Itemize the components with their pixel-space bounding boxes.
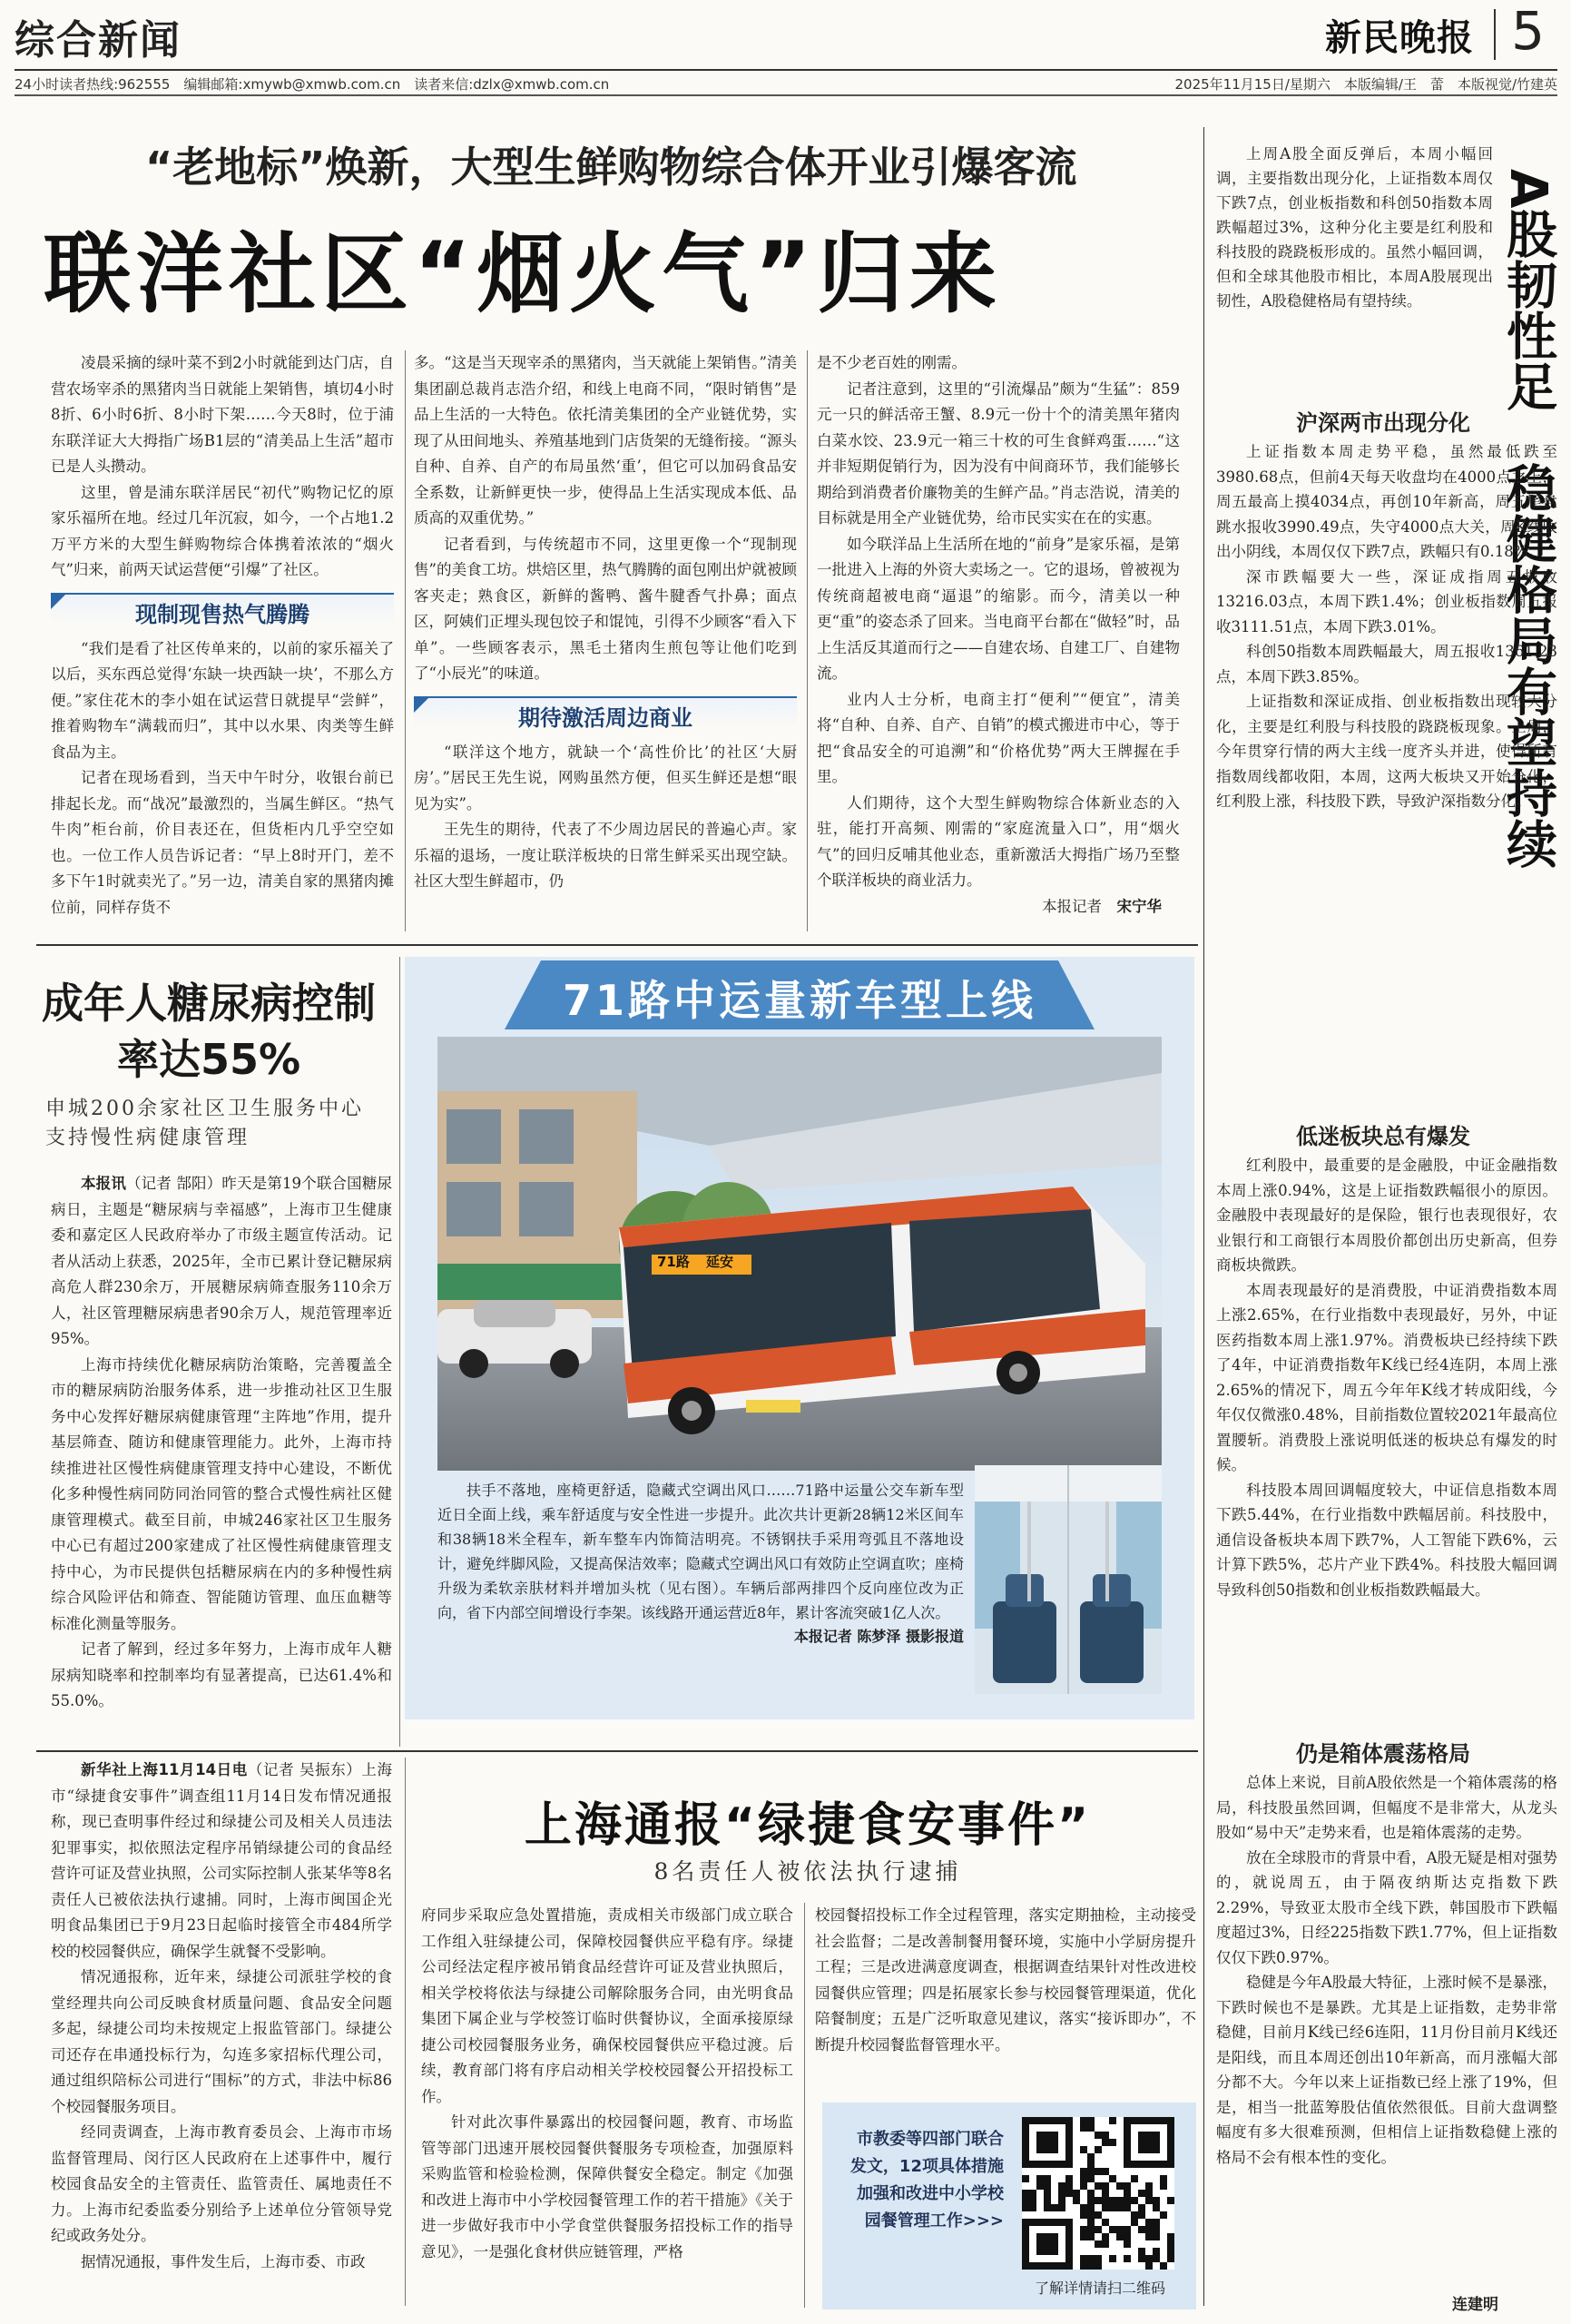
lead-paragraph: 人们期待，这个大型生鲜购物综合体新业态的入驻，能打开高频、刚需的“家庭流量入口”，用“烟火气”的回归反哺其他业态，重新激活大拇指广场乃至整个联洋板块的商业活力。: [817, 793, 1180, 889]
food-paragraph: 校园餐招投标工作全过程管理，落实定期抽检，主动接受社会监督；二是改善制餐用餐环境，实施中小学厨房提升工程；三是改进满意度调查，根据调查结果针对性改进校园餐供应管理；四是拓展家长参与校园餐管理渠道，优化陪餐制度；五是广泛听取意见建议，落实“接诉即办”，不断提升校园餐监督管理水平。: [815, 1906, 1196, 2053]
header-rule: [15, 69, 1557, 71]
stock-column-a: [1216, 439, 1557, 1118]
bus-photo-story: [405, 957, 1194, 1719]
diabetes-paragraph: 本报讯（记者 郜阳）昨天是第19个联合国糖尿病日，主题是“糖尿病与幸福感”，上海市卫生健康委和嘉定区人民政府举办了市级主题宣传活动。记者从活动上获悉，2025年，全市已累计登记糖尿病高危人群230余万，开展糖尿病筛查服务110余万人，社区管理糖尿病患者90余万人，规范管理率近95%。: [51, 1175, 392, 1347]
lead-paragraph: 这里，曾是浦东联洋居民“初代”购物记忆的原家乐福所在地。经过几年沉寂，如今，一个占地1.2万平方米的大型生鲜购物综合体携着浓浓的“烟火气”归来，前两天试运营便“引爆”了社区。: [51, 483, 394, 578]
food-headline: 上海通报“绿捷食安事件”: [524, 1798, 1092, 1853]
stock-paragraph: 本周表现最好的是消费股，中证消费指数本周上涨2.65%，在行业指数中表现最好，另外，中证医药指数本周上涨1.97%。消费板块已经持续下跌了4年，中证消费指数年K线已经4连阴，本周上涨2.65%的情况下，周五今年年K线才转成阳线，今年仅仅微涨0.48%，目前指数位置较2021年最高位置腰斩。消费股上涨说明低迷的板块总有爆发的时候。: [1216, 1281, 1557, 1473]
stock-paragraph: 上证指数本周走势平稳，虽然最低跌至3980.68点，但前4天每天收盘均在4000点之上，周五最高上摸4034点，再创10年新高，周五尾盘跳水报收3990.49点，失守4000点大关，周K线收出小阴线，本周仅仅下跌7点，跌幅只有0.18%。: [1216, 443, 1557, 560]
qr-caption: 了解详情请扫二维码: [1034, 2280, 1165, 2297]
section-rule: [36, 944, 1198, 946]
stock-headline: A股韧性足 稳健格局有望持续: [1498, 169, 1557, 870]
food-column-1: [51, 1758, 392, 2306]
header-rule-bottom: [15, 94, 1557, 96]
newspaper-name: 新民晚报: [1325, 16, 1474, 59]
stock-byline: 连建明: [1452, 2296, 1498, 2314]
lead-paragraph: 多。“这是当天现宰杀的黑猪肉，当天就能上架销售。”清美集团副总裁肖志浩介绍，和线上电商不同，“限时销售”是品上生活的一大特色。依托清美集团的全产业链优势，实现了从田间地头、养殖基地到门店货架的无缝衔接。“源头自种、自养、自产的布局虽然‘重’，但它可以加码食品安全系数，让新鲜更快一步，使得品上生活实现成本低、品质高的双重优势。”: [414, 354, 797, 527]
page-header: [15, 0, 1557, 91]
stock-subhead-2: 低迷板块总有爆发: [1296, 1124, 1470, 1149]
column-rule: [804, 1903, 805, 2308]
lead-column-1: [51, 350, 394, 931]
stock-paragraph: 稳健是今年A股最大特征，上涨时候不是暴涨，下跌时候也不是暴跌。尤其是上证指数，走势非常稳健，目前月K线已经6连阳，11月份目前月K线还是阳线，而且本周还创出10年新高，而月涨幅大部分都不大。今年以来上证指数已经上涨了19%，但是，相当一批蓝筹股估值依然很低。目前大盘调整幅度有多大很难预测，但相信上证指数稳健上涨的格局不会有根本性的变化。: [1216, 1974, 1557, 2166]
stock-paragraph: 上周A股全面反弹后，本周小幅回调，主要指数出现分化，上证指数本周仅下跌7点，创业板指数和科创50指数本周跌幅超过3%，这种分化主要是红利股和科技股的跷跷板形成的。虽然小幅回调，但和全球其他股市相比，本周A股展现出韧性，A股稳健格局有望持续。: [1216, 145, 1493, 310]
column-rule: [405, 350, 406, 931]
lead-column-2: [414, 350, 797, 931]
stock-paragraph: 总体上来说，目前A股依然是一个箱体震荡的格局，科技股虽然回调，但幅度不是非常大，从龙头股如“易中天”走势来看，也是箱体震荡的走势。: [1216, 1774, 1557, 1841]
lead-paragraph: “我们是看了社区传单来的，以前的家乐福关了以后，买东西总觉得‘东缺一块西缺一块’，不那么方便。”家住花木的李小姐在试运营日就提早“尝鲜”，推着购物车“满载而归”，其中以水果、肉类等生鲜食品为主。: [51, 639, 394, 761]
food-paragraph: 据情况通报，事件发生后，上海市委、市政: [81, 2252, 366, 2270]
lead-paragraph: 如今联洋品上生活所在地的“前身”是家乐福，是第一批进入上海的外资大卖场之一。它的退场，曾被视为传统商超被电商“逼退”的缩影。而今，清美以一种更“重”的姿态杀了回来。当电商平台都在“做轻”时，品上生活反其道而行之——自建农场、自建工厂、自建物流。: [817, 535, 1180, 682]
page-number: 5: [1511, 0, 1545, 62]
diabetes-headline: 成年人糖尿病控制率达55%: [42, 979, 376, 1084]
stock-column-b: [1216, 1153, 1557, 1734]
lead-paragraph: 是不少老百姓的刚需。: [817, 354, 967, 371]
stock-paragraph: 红利股中，最重要的是金融股，中证金融指数本周上涨0.94%，这是上证指数跌幅很小的原因。金融股中表现最好的是保险，银行也表现很好，农业银行和工商银行本周股价都创出历史新高，但券商板块微跌。: [1216, 1157, 1557, 1274]
stock-subhead-3: 仍是箱体震荡格局: [1296, 1741, 1470, 1767]
food-column-2: [421, 1903, 793, 2308]
qr-promo-text: 市教委等四部门联合发文，12项具体措施加强和改进中小学校园餐管理工作>>>: [849, 2130, 1004, 2230]
bus-exterior-photo: [437, 1037, 1162, 1471]
bus-byline: 本报记者 陈梦泽 摄影报道: [793, 1628, 964, 1645]
stock-paragraph: 科创50指数本周跌幅最大，周五报收1361.23点，本周下跌3.85%。: [1216, 643, 1557, 685]
diabetes-paragraph: 记者了解到，经过多年努力，上海市成年人糖尿病知晓率和控制率均有显著提高，已达61.4%和55.0%。: [51, 1640, 392, 1709]
diabetes-paragraph: 上海市持续优化糖尿病防治策略，完善覆盖全市的糖尿病防治服务体系，进一步推动社区卫生服务中心发挥好糖尿病健康管理“主阵地”作用，提升基层筛查、随访和健康管理能力。此外，上海市持续推进社区慢性病健康管理支持中心建设，不断优化多种慢性病同防同治同管的整合式慢性病社区健康管理模式。截至目前，申城246家社区卫生服务中心已有超过200家建成了社区慢性病健康管理支持中心，为市民提供包括糖尿病在内的多种慢性病综合风险评估和筛查、智能随访管理、血压血糖等标准化测量等服务。: [51, 1355, 392, 1632]
bus-route-sign: 71路: [657, 1254, 690, 1270]
lead-column-3: [817, 350, 1180, 931]
lead-subhead-1: 现制现售热气腾腾: [51, 593, 394, 625]
right-rail-rule: [1203, 127, 1204, 2306]
stock-intro: [1216, 142, 1493, 405]
lead-kicker: “老地标”焕新，大型生鲜购物综合体开业引爆客流: [145, 143, 1077, 192]
section-rule: [36, 1750, 1198, 1752]
stock-subhead-1: 沪深两市出现分化: [1296, 410, 1470, 436]
stock-paragraph: 深市跌幅要大一些，深证成指周五报收13216.03点，本周下跌1.4%；创业板指数周五报收3111.51点，本周下跌3.01%。: [1216, 567, 1557, 635]
lead-paragraph: 记者在现场看到，当天中午时分，收银台前已排起长龙。而“战况”最激烈的，当属生鲜区。“热气牛肉”柜台前，价目表还在，但货柜内几乎空空如也。一位工作人员告诉记者：“早上8时开门，差不多下午1时就卖光了。”另一边，清美自家的黑猪肉摊位前，同样存货不: [51, 769, 394, 916]
lead-byline: 本报记者 宋宁华: [1042, 897, 1162, 915]
qr-promo-box: [822, 2102, 1196, 2309]
column-rule: [807, 350, 808, 931]
dateline: 2025年11月15日/星期六 本版编辑/王 蕾 本版视觉/竹建英: [1174, 76, 1557, 93]
lead-paragraph: 王先生的期待，代表了不少周边居民的普遍心声。家乐福的退场，一度让联洋板块的日常生鲜采买出现空缺。社区大型生鲜超市，仍: [414, 821, 797, 890]
diabetes-body: [51, 1171, 392, 1752]
diabetes-subheadline: 申城200余家社区卫生服务中心支持慢性病健康管理: [45, 1098, 364, 1149]
stock-paragraph: 科技股本周回调幅度较大，中证信息指数本周下跌5.44%，在行业指数中跌幅居前。科技股中，通信设备板块本周下跌7%，人工智能下跌6%，云计算下跌5%，芯片产业下跌4%。科技股大幅回调导致科创50指数和创业板指数跌幅最大。: [1216, 1481, 1557, 1599]
bus-interior-photo: [975, 1465, 1162, 1694]
reader-hotline: 24小时读者热线:962555 编辑邮箱:xmywb@xmwb.com.cn 读者来信:dzlx@xmwb.com.cn: [15, 76, 610, 93]
lead-paragraph: 业内人士分析，电商主打“便利”“便宜”，清美将“自种、自养、自产、自销”的模式搬进市中心，等于把“食品安全的可追溯”和“价格优势”两大王牌握在手里。: [817, 690, 1180, 785]
lead-paragraph: 凌晨采摘的绿叶菜不到2小时就能到达门店，自营农场宰杀的黑猪肉当日就能上架销售，填切4小时8折、6小时6折、8小时下架……今天8时，位于浦东联洋证大大拇指广场B1层的“清美品上生活”超市已是人头攒动。: [51, 354, 394, 475]
lead-paragraph: 记者看到，与传统超市不同，这里更像一个“现制现售”的美食工坊。烘焙区里，热气腾腾的面包刚出炉就被顾客夹走；熟食区，新鲜的酱鸭、酱牛腱香气扑鼻；面点区，阿姨们正埋头现包饺子和馄饨，引得不少顾客“看入下单”。一些顾客表示，黑毛土猪肉生煎包等让他们吃到了“小辰光”的味道。: [414, 535, 797, 682]
food-paragraph: 新华社上海11月14日电（记者 吴振东）上海市“绿捷食安事件”调查组11月14日发布情况通报称，现已查明事件经过和绿捷公司及相关人员违法犯罪事实，拟依照法定程序吊销绿捷公司的食品经营许可证及营业执照，公司实际控制人张某华等8名责任人已被依法执行逮捕。同时，上海市闽国企光明食品集团已于9月23日起临时接管全市484所学校的校园餐供应，确保学生就餐不受影响。: [51, 1761, 392, 1960]
section-title: 综合新闻: [15, 17, 182, 64]
food-paragraph: 情况通报称，近年来，绿捷公司派驻学校的食堂经理共向公司反映食材质量问题、食品安全问题多起，绿捷公司均未按规定上报监管部门。绿捷公司还存在串通投标行为，勾连多家招标代理公司，通过组织陪标公司进行“围标”的方式，非法中标86个校园餐服务项目。: [51, 1968, 392, 2115]
column-rule: [399, 957, 400, 1747]
lead-paragraph: “联洋这个地方，就缺一个‘高性价比’的社区‘大厨房’。”居民王先生说，网购虽然方便，但买生鲜还是想“眼见为实”。: [414, 743, 797, 812]
food-paragraph: 府同步采取应急处置措施，责成相关市级部门成立联合工作组入驻绿捷公司，保障校园餐供应平稳有序。绿捷公司经法定程序被吊销食品经营许可证及营业执照后，相关学校将依法与绿捷公司解除服务合同，由光明食品集团下属企业与学校签订临时供餐协议，全面承接原绿捷公司校园餐服务业务，确保校园餐供应平稳过渡。后续，教育部门将有序启动相关学校校园餐公开招投标工作。: [421, 1906, 793, 2105]
bus-headline: 71路中运量新车型上线: [562, 976, 1036, 1025]
food-column-3: [815, 1903, 1196, 2095]
qr-code-icon[interactable]: [1022, 2117, 1174, 2270]
food-paragraph: 经同责调查，上海市教育委员会、上海市市场监督管理局、闵行区人民政府在上述事件中，履行校园食品安全的主管责任、监管责任、属地责任不力。上海市纪委监委分别给予上述单位分管领导党纪或政务处分。: [51, 2123, 392, 2244]
lead-headline: 联洋社区“烟火气”归来: [44, 223, 1003, 325]
bus-caption: 扶手不落地，座椅更舒适，隐藏式空调出风口……71路中运量公交车新车型近日全面上线，乘车舒适度与安全性进一步提升。此次共计更新28辆12米区间车和38辆18米全程车，新车整车内饰简洁明亮。不锈钢扶手采用弯弧且不落地设计，避免绊脚风险，又提高保洁效率；隐藏式空调出风口有效防止空调直吹；座椅升级为柔软亲肤材料并增加头枕（见右图）。车辆后部两排四个反向座位改为正向，省下内部空间增设行李架。该线路开通运营近8年，累计客流突破1亿人次。 本报记者 陈梦泽 摄影报道: [437, 1478, 964, 1649]
lead-paragraph: 记者注意到，这里的“引流爆品”颇为“生猛”：859元一只的鲜活帝王蟹、8.9元一份十个的清美黑年猪肉白菜水饺、23.9元一箱三十枚的可生食鲜鸡蛋……“这并非短期促销行为，因为没有中间商环节，我们能够长期给到消费者价廉物美的生鲜产品。”肖志浩说，清美的目标就是用全产业链优势，给市民实实在在的实惠。: [817, 379, 1180, 527]
food-subheadline: 8名责任人被依法执行逮捕: [653, 1858, 962, 1885]
header-divider: [1494, 9, 1496, 60]
column-rule: [405, 1758, 406, 2306]
bus-destination-sign: 延安: [706, 1254, 734, 1270]
lead-subhead-2: 期待激活周边商业: [414, 696, 797, 729]
stock-paragraph: 上证指数和深证成指、创业板指数出现较大分化，主要是红利股与科技股的跷跷板现象。上周，今年贯穿行情的两大主线一度齐头并进，使得所有指数周线都收阳，本周，这两大板块又开始分化，红利股上涨，科技股下跌，导致沪深指数分化。: [1216, 693, 1557, 810]
stock-paragraph: 放在全球股市的背景中看，A股无疑是相对强势的，就说周五，由于隔夜纳斯达克指数下跌2.29%，导致亚太股市全线下跌，韩国股市下跌幅度超过3%，日经225指数下跌1.77%，但上证指数仅仅下跌0.97%。: [1216, 1848, 1557, 1966]
stock-column-c: [1216, 1770, 1557, 2297]
food-paragraph: 针对此次事件暴露出的校园餐问题，教育、市场监管等部门迅速开展校园餐供餐服务专项检查，加强原料采购监管和检验检测，保障供餐安全稳定。制定《加强和改进上海市中小学校园餐管理工作的若干措施》《关于进一步做好我市中小学食堂供餐服务招投标工作的指导意见》，一是强化食材供应链管理，严格: [421, 2113, 793, 2260]
